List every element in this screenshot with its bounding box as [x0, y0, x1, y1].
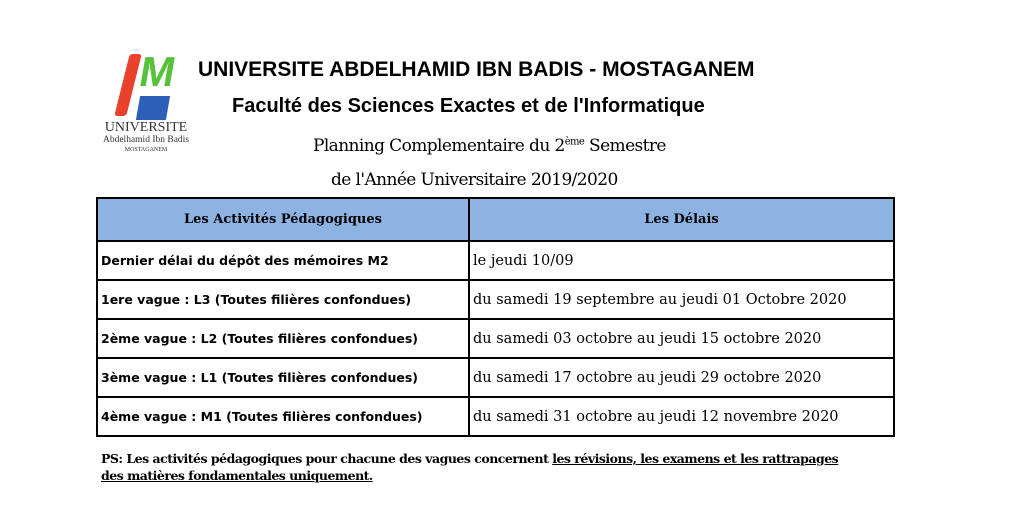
academic-year: de l'Année Universitaire 2019/2020 [331, 170, 618, 190]
table-row: 2ème vague : L2 (Toutes filières confondues) du samedi 03 octobre au jeudi 15 octobre 2020 [97, 319, 894, 358]
document-title: Planning Complementaire du 2ème Semestre [313, 136, 666, 156]
footnote: PS: Les activités pédagogiques pour chacune des vagues concernent les révisions, les examens et les rattrapages des matières fondamentales uniquement. [101, 451, 839, 483]
logo-mark: M [135, 48, 180, 95]
table-row: 1ere vague : L3 (Toutes filières confondues) du samedi 19 septembre au jeudi 01 Octobre 2020 [97, 280, 894, 319]
university-name: UNIVERSITE ABDELHAMID IBN BADIS - MOSTAGANEM [198, 58, 755, 81]
table-header [97, 198, 894, 241]
column-header-activities: Les Activités Pédagogiques [97, 198, 469, 241]
column-header-deadlines: Les Délais [469, 198, 894, 241]
table-row: 4ème vague : M1 (Toutes filières confondues) du samedi 31 octobre au jeudi 12 novembre 2020 [97, 397, 894, 436]
table-row: Dernier délai du dépôt des mémoires M2 le jeudi 10/09 [97, 241, 894, 280]
university-logo: M UNIVERSITE Abdelhamid Ibn Badis MOSTAGANEM [102, 48, 189, 153]
table-row: 3ème vague : L1 (Toutes filières confondues) du samedi 17 octobre au jeudi 29 octobre 2020 [97, 358, 894, 397]
faculty-name: Faculté des Sciences Exactes et de l'Informatique [232, 95, 705, 117]
schedule-table [96, 197, 895, 437]
